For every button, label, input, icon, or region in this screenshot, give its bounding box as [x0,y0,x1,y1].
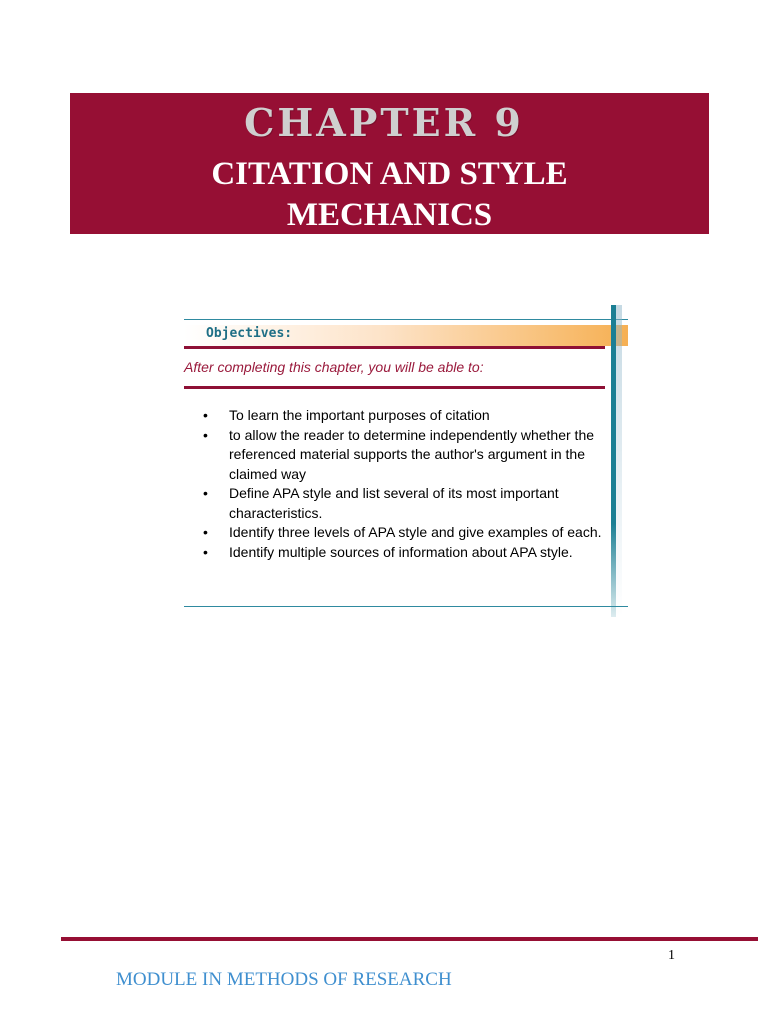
objectives-divider [184,386,605,389]
objectives-divider [184,346,605,349]
chapter-number: CHAPTER 9 [244,100,524,145]
footer-rule [61,937,758,941]
objectives-side-shadow [616,305,622,617]
objective-item [203,406,603,426]
objective-item [203,426,603,485]
chapter-title [70,154,709,236]
page-number: 1 [668,948,675,963]
objective-item [203,523,603,543]
bullet-icon: • [203,543,208,560]
objectives-top-rule [184,319,628,320]
objective-item [203,484,603,523]
module-title: MODULE IN METHODS OF RESEARCH [116,969,452,990]
bullet-icon: • [203,426,208,443]
objective-text: To learn the important purposes of citation [229,407,490,423]
objectives-bottom-rule [184,606,628,607]
objectives-list [203,406,603,562]
objective-item [203,543,603,563]
bullet-icon: • [203,524,208,540]
objective-text: Define APA style and list several of its most important characteristics. [229,485,559,521]
chapter-title-line-1: CITATION AND STYLE [211,156,568,192]
objective-text: Identify three levels of APA style and give examples of each. [229,524,602,540]
bullet-icon: • [203,407,208,423]
objective-text: to allow the reader to determine independently whether the referenced material supports the author's argument in the claimed way [229,426,595,482]
objective-text: Identify multiple sources of information about APA style. [229,543,573,560]
chapter-title-line-2: MECHANICS [286,197,493,233]
bullet-icon: • [203,485,208,501]
objectives-label: Objectives: [206,326,293,341]
objectives-intro: After completing this chapter, you will be able to: [184,359,484,375]
